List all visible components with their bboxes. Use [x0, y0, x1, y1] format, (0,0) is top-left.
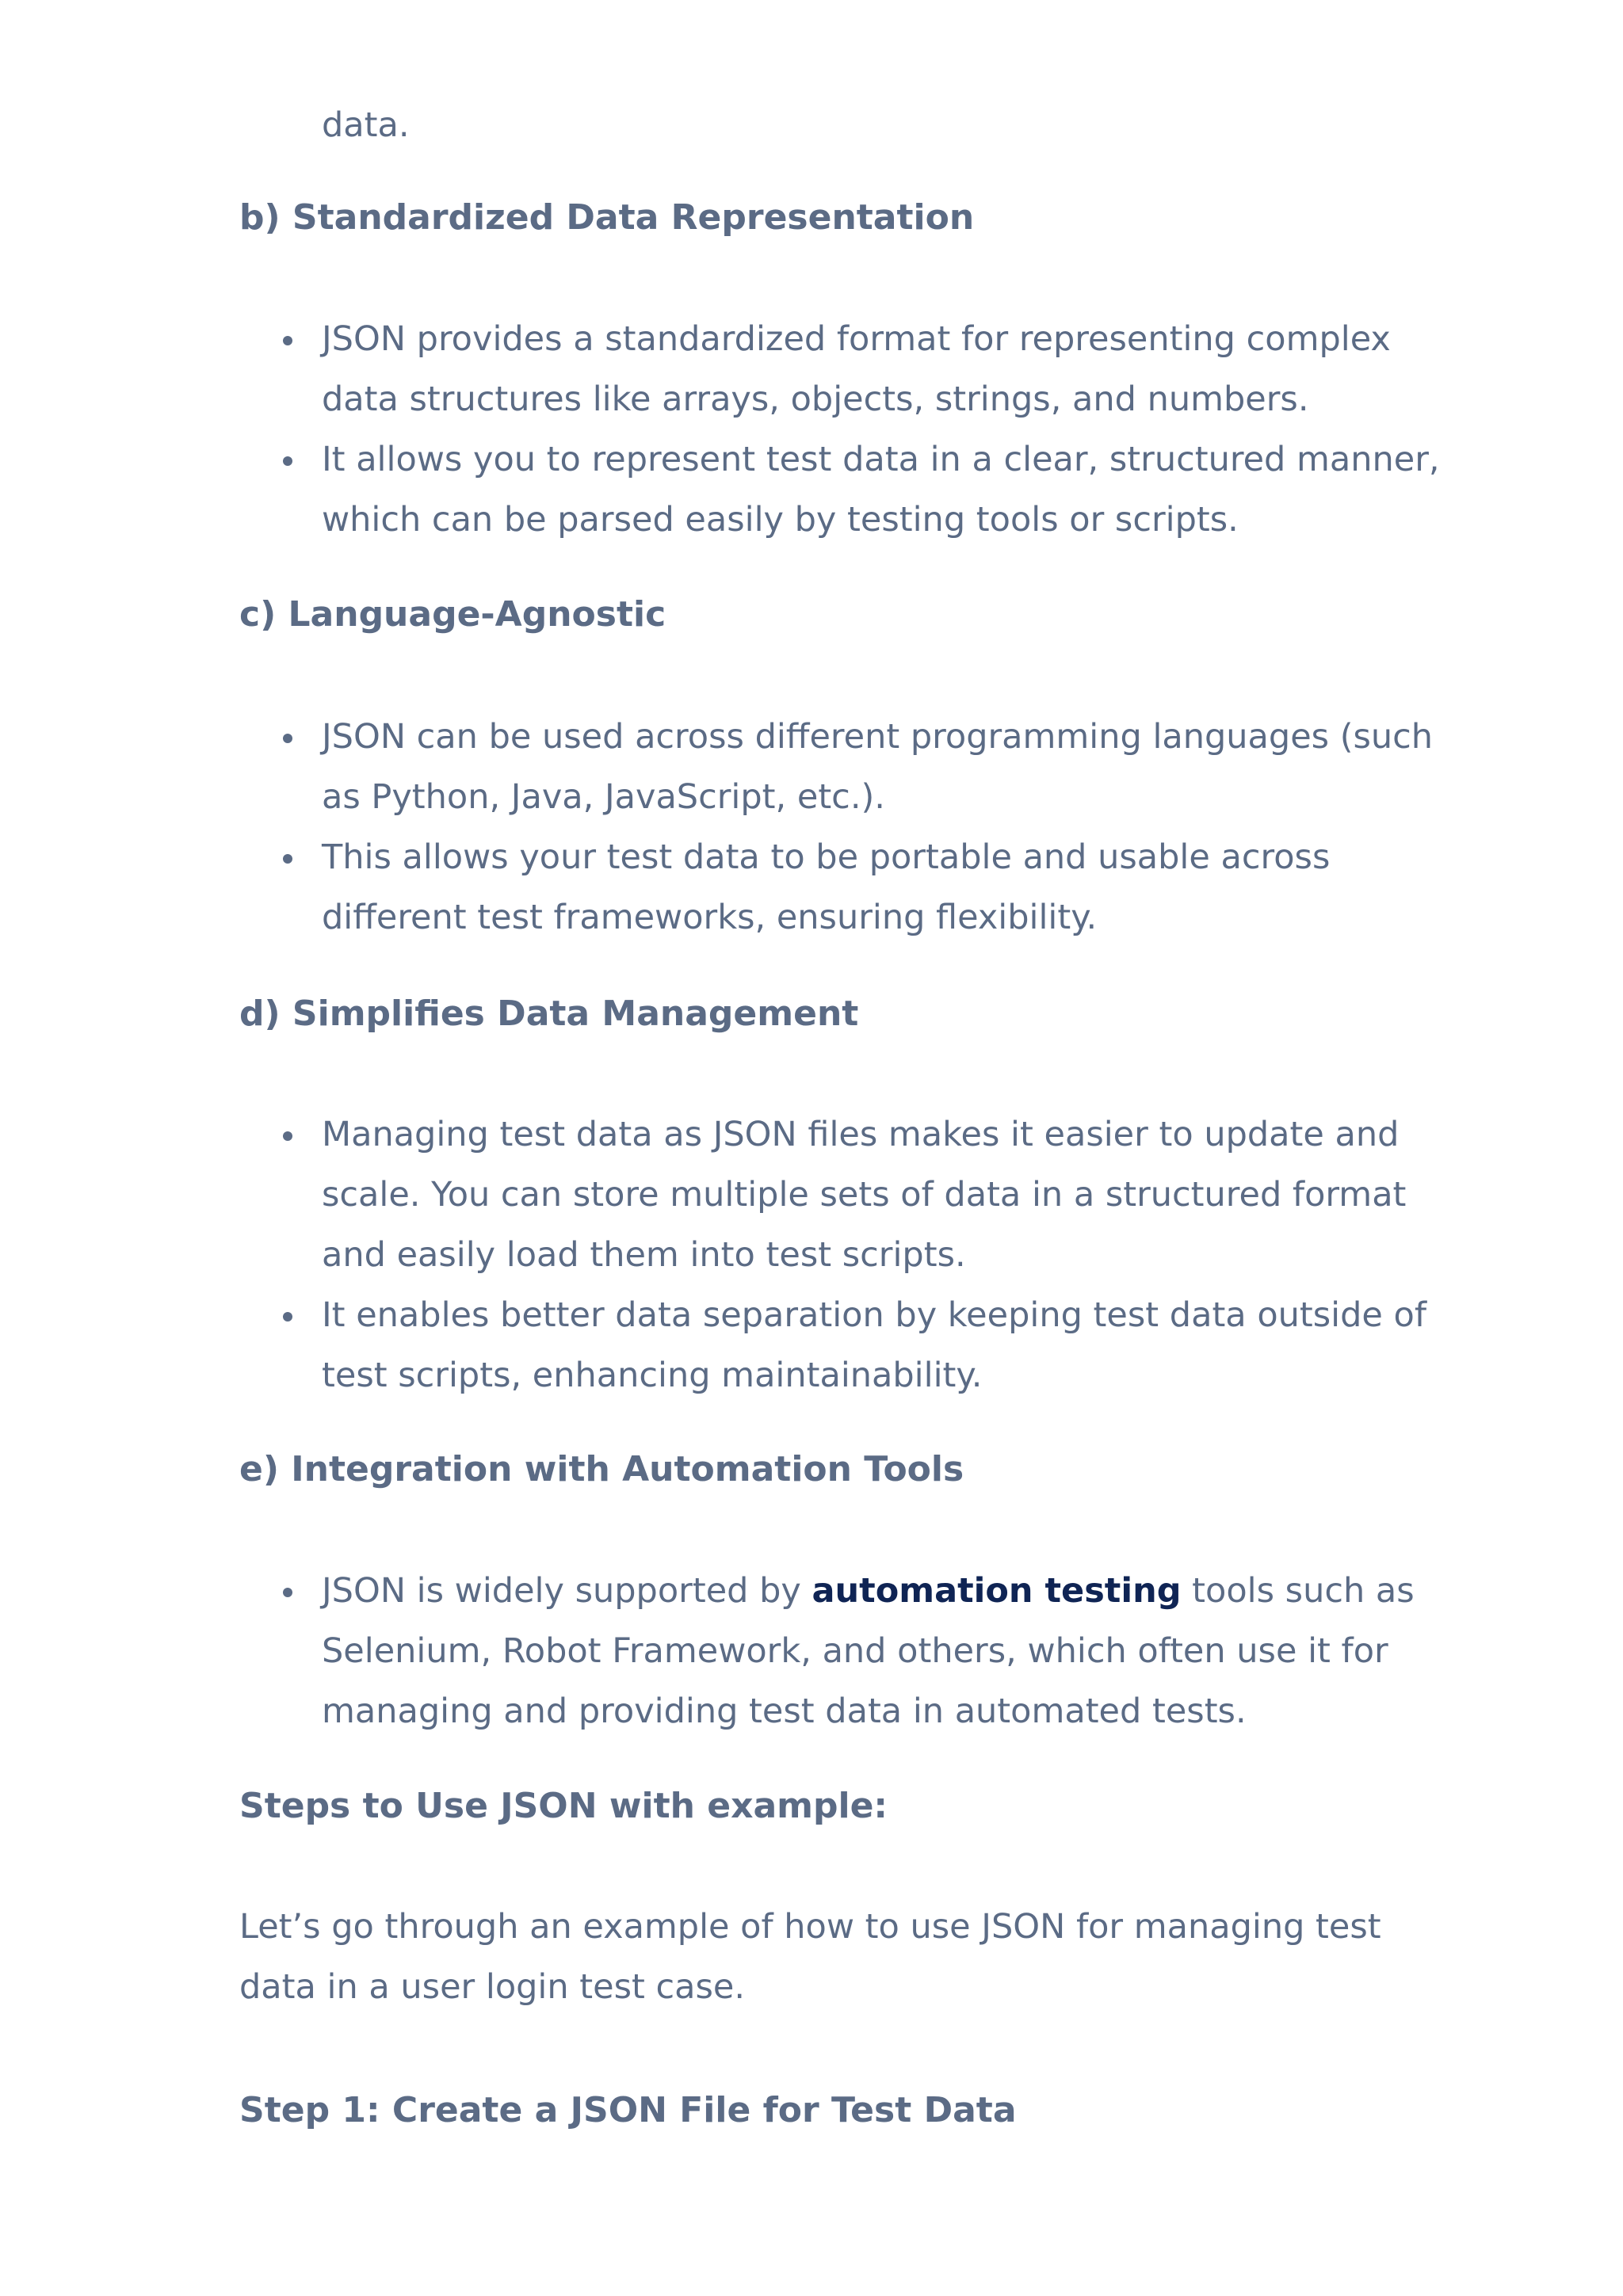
list-item: JSON provides a standardized format for representing complex data structures like arrays, objects, strings, and numbers. — [239, 309, 1444, 429]
bullet-list — [239, 1104, 1444, 1405]
heading-step-1: Step 1: Create a JSON File for Test Data — [239, 2090, 1017, 2130]
bullet-list — [239, 1561, 1444, 1741]
list-item-text: JSON is widely supported by — [322, 1571, 812, 1611]
bullet-list — [239, 309, 1444, 550]
list-item: JSON can be used across different programming languages (such as Python, Java, JavaScript, etc.). — [239, 707, 1444, 827]
list-item: It allows you to represent test data in a clear, structured manner, which can be parsed easily by testing tools or scripts. — [239, 429, 1444, 550]
heading-steps-json-example: Steps to Use JSON with example: — [239, 1786, 888, 1826]
bullet-list — [239, 707, 1444, 948]
heading-language-agnostic: c) Language-Agnostic — [239, 594, 666, 635]
list-item: This allows your test data to be portable and usable across different test frameworks, ensuring flexibility. — [239, 827, 1444, 948]
heading-standardized-data: b) Standardized Data Representation — [239, 197, 975, 238]
automation-testing-link[interactable]: automation testing — [812, 1571, 1182, 1611]
list-item-text: tools such as Selenium, Robot Framework, and others, which often use it for managing and providing test data in automated tests. — [322, 1571, 1415, 1731]
list-item: It enables better data separation by keeping test data outside of test scripts, enhancing maintainability. — [239, 1285, 1444, 1405]
heading-simplifies-data-management: d) Simplifies Data Management — [239, 994, 859, 1034]
intro-paragraph: Let’s go through an example of how to use JSON for managing test data in a user login test case. — [239, 1907, 1381, 2007]
continued-text: data. — [322, 105, 410, 145]
heading-integration-automation-tools: e) Integration with Automation Tools — [239, 1449, 964, 1489]
list-item: Managing test data as JSON files makes it easier to update and scale. You can store multiple sets of data in a structured format and easily load them into test scripts. — [239, 1104, 1444, 1285]
list-item — [239, 1561, 1444, 1741]
